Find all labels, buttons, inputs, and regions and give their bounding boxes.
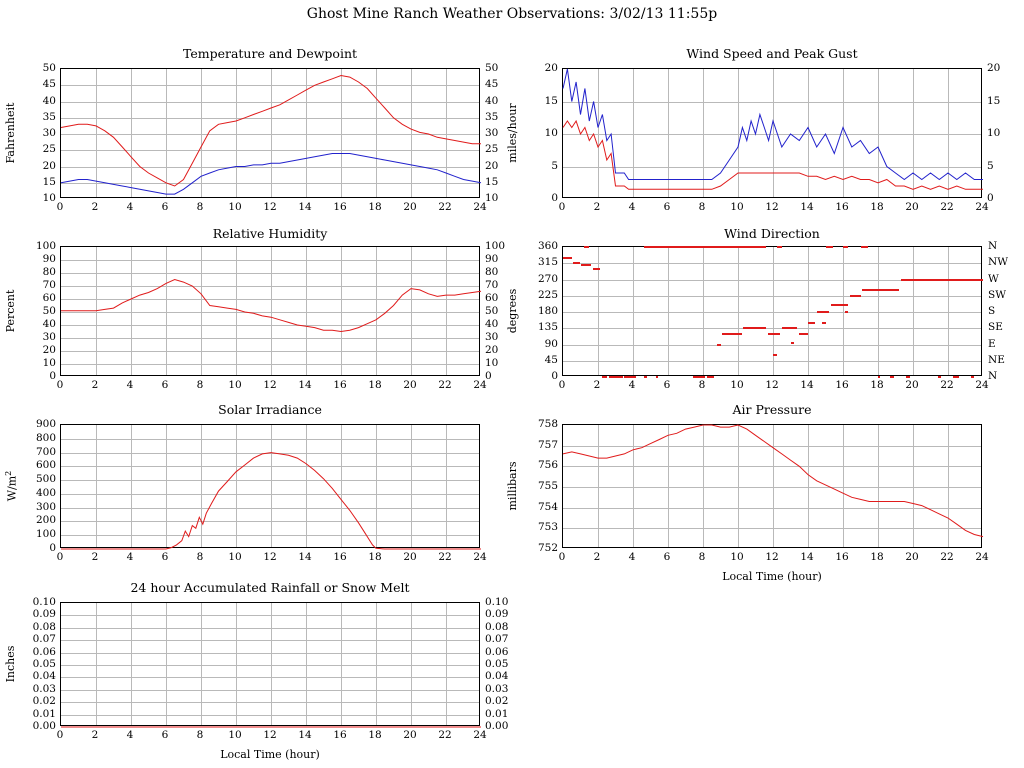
y-tick-label: 0.07 bbox=[32, 633, 56, 646]
y-axis-title-accumulated-rainfall: Inches bbox=[4, 645, 17, 683]
x-tick-label: 4 bbox=[126, 201, 134, 213]
x-tick-label: 22 bbox=[438, 201, 452, 213]
y-tick-label: 755 bbox=[537, 480, 558, 492]
x-tick-label: 8 bbox=[196, 379, 204, 391]
y-tick-label: 135 bbox=[537, 321, 558, 334]
x-tick-label: 2 bbox=[91, 551, 99, 563]
y-tick-label-right: 0.07 bbox=[485, 633, 509, 646]
y-tick-label-right: 80 bbox=[485, 266, 499, 278]
y-tick-label-right: 70 bbox=[485, 279, 499, 291]
compass-tick-label: SW bbox=[988, 288, 1006, 301]
x-tick-label: 16 bbox=[333, 201, 347, 213]
x-tick-label: 16 bbox=[835, 379, 849, 391]
compass-tick-label: N bbox=[988, 240, 998, 252]
y-tick-label-right: 0.06 bbox=[485, 645, 509, 658]
y-tick-label: 0.00 bbox=[32, 720, 56, 732]
y-tick-label: 758 bbox=[537, 418, 558, 430]
x-tick-label: 14 bbox=[298, 201, 312, 213]
y-tick-label-right: 60 bbox=[485, 292, 499, 304]
x-tick-label: 8 bbox=[196, 201, 204, 213]
y-tick-label: 270 bbox=[537, 272, 558, 285]
y-tick-label: 5 bbox=[551, 159, 558, 172]
y-tick-label: 400 bbox=[35, 486, 56, 499]
x-tick-label: 10 bbox=[228, 379, 242, 391]
x-tick-label: 20 bbox=[403, 201, 417, 213]
y-tick-label: 0.08 bbox=[32, 620, 56, 633]
x-axis-title-accumulated-rainfall: Local Time (hour) bbox=[220, 748, 320, 761]
chart-title-wind-direction: Wind Direction bbox=[724, 226, 820, 241]
y-tick-label: 0.05 bbox=[32, 658, 56, 670]
x-tick-label: 14 bbox=[800, 551, 814, 563]
y-tick-label: 0.02 bbox=[32, 695, 56, 708]
x-tick-label: 6 bbox=[161, 379, 169, 391]
x-tick-label: 2 bbox=[593, 201, 601, 213]
x-tick-label: 12 bbox=[765, 551, 779, 563]
y-tick-label: 10 bbox=[544, 127, 558, 139]
y-tick-label-right: 100 bbox=[485, 240, 506, 252]
x-tick-label: 2 bbox=[91, 729, 99, 741]
y-tick-label: 180 bbox=[537, 305, 558, 317]
y-tick-label-right: 90 bbox=[485, 253, 499, 265]
y-tick-label-right: 40 bbox=[485, 94, 499, 107]
y-tick-label: 500 bbox=[35, 473, 56, 486]
y-tick-label-right: 30 bbox=[485, 127, 499, 139]
x-tick-label: 24 bbox=[473, 729, 487, 741]
x-tick-label: 18 bbox=[870, 201, 884, 213]
page-title: Ghost Mine Ranch Weather Observations: 3/02/13 11:55p bbox=[306, 6, 718, 22]
y-tick-label: 100 bbox=[35, 240, 56, 252]
y-tick-label: 0 bbox=[49, 370, 56, 382]
y-tick-label: 0.03 bbox=[32, 682, 56, 695]
x-tick-label: 0 bbox=[56, 551, 64, 563]
y-tick-label: 0 bbox=[551, 192, 558, 204]
y-tick-label-right: 0.03 bbox=[485, 682, 509, 695]
y-tick-label: 0.06 bbox=[32, 645, 56, 658]
x-tick-label: 16 bbox=[333, 551, 347, 563]
y-tick-label-right: 30 bbox=[485, 331, 499, 343]
chart-title-air-pressure: Air Pressure bbox=[732, 402, 812, 417]
y-tick-label: 45 bbox=[544, 353, 558, 366]
x-tick-label: 22 bbox=[438, 551, 452, 563]
x-tick-label: 12 bbox=[263, 551, 277, 563]
y-tick-label-right: 20 bbox=[485, 159, 499, 172]
x-tick-label: 2 bbox=[593, 551, 601, 563]
y-tick-label-right: 50 bbox=[485, 62, 499, 74]
x-tick-label: 14 bbox=[298, 379, 312, 391]
x-tick-label: 20 bbox=[905, 201, 919, 213]
x-tick-label: 4 bbox=[126, 379, 134, 391]
y-tick-label-right: 50 bbox=[485, 305, 499, 317]
x-tick-label: 22 bbox=[940, 379, 954, 391]
y-tick-label-right: 40 bbox=[485, 318, 499, 330]
y-tick-label: 600 bbox=[35, 459, 56, 472]
x-tick-label: 2 bbox=[91, 201, 99, 213]
y-tick-label-right: 10 bbox=[987, 127, 1001, 139]
y-tick-label: 754 bbox=[537, 500, 558, 513]
x-tick-label: 12 bbox=[263, 729, 277, 741]
x-tick-label: 12 bbox=[263, 201, 277, 213]
chart-title-relative-humidity: Relative Humidity bbox=[212, 226, 328, 241]
x-tick-label: 10 bbox=[730, 551, 744, 563]
x-tick-label: 24 bbox=[473, 379, 487, 391]
y-tick-label: 20 bbox=[42, 159, 56, 172]
y-tick-label-right: 0 bbox=[987, 192, 994, 204]
x-tick-label: 8 bbox=[698, 379, 706, 391]
y-tick-label: 700 bbox=[35, 445, 56, 458]
compass-tick-label: N bbox=[988, 370, 998, 382]
x-tick-label: 6 bbox=[161, 201, 169, 213]
y-tick-label-right: 0.05 bbox=[485, 658, 509, 670]
y-tick-label: 90 bbox=[544, 337, 558, 350]
y-tick-label: 0 bbox=[49, 542, 56, 554]
x-tick-label: 12 bbox=[765, 201, 779, 213]
x-tick-label: 6 bbox=[161, 729, 169, 741]
y-tick-label-right: 0.01 bbox=[485, 707, 509, 720]
y-tick-label-right: 20 bbox=[987, 62, 1001, 74]
x-tick-label: 20 bbox=[403, 379, 417, 391]
y-tick-label-right: 35 bbox=[485, 110, 499, 123]
x-tick-label: 8 bbox=[196, 551, 204, 563]
y-tick-label: 315 bbox=[537, 256, 558, 269]
x-tick-label: 24 bbox=[473, 551, 487, 563]
y-axis-title-wind-direction: degrees bbox=[506, 288, 519, 334]
y-tick-label: 800 bbox=[35, 431, 56, 444]
x-tick-label: 16 bbox=[835, 551, 849, 563]
compass-tick-label: NE bbox=[988, 353, 1005, 366]
x-tick-label: 12 bbox=[263, 379, 277, 391]
x-axis-title-air-pressure: Local Time (hour) bbox=[722, 570, 822, 583]
x-tick-label: 22 bbox=[438, 729, 452, 741]
x-tick-label: 0 bbox=[56, 729, 64, 741]
y-tick-label: 360 bbox=[537, 240, 558, 252]
x-tick-label: 4 bbox=[628, 201, 636, 213]
x-tick-label: 22 bbox=[438, 379, 452, 391]
y-tick-label: 756 bbox=[537, 459, 558, 472]
chart-title-wind-speed-peak-gust: Wind Speed and Peak Gust bbox=[686, 46, 858, 61]
x-tick-label: 6 bbox=[663, 551, 671, 563]
x-tick-label: 6 bbox=[663, 201, 671, 213]
chart-title-accumulated-rainfall: 24 hour Accumulated Rainfall or Snow Melt bbox=[130, 580, 410, 595]
y-tick-label-right: 0.09 bbox=[485, 608, 509, 621]
y-tick-label: 25 bbox=[42, 143, 56, 156]
x-tick-label: 16 bbox=[333, 379, 347, 391]
x-tick-label: 18 bbox=[368, 379, 382, 391]
y-tick-label: 90 bbox=[42, 253, 56, 265]
y-tick-label: 757 bbox=[537, 438, 558, 451]
y-axis-title-text: W/m bbox=[5, 475, 19, 502]
y-tick-label: 0.09 bbox=[32, 608, 56, 621]
x-tick-label: 12 bbox=[765, 379, 779, 391]
x-tick-label: 14 bbox=[298, 729, 312, 741]
y-tick-label: 0.04 bbox=[32, 670, 56, 683]
x-tick-label: 10 bbox=[730, 201, 744, 213]
y-tick-label: 50 bbox=[42, 305, 56, 317]
x-tick-label: 2 bbox=[593, 379, 601, 391]
x-tick-label: 0 bbox=[558, 379, 566, 391]
x-tick-label: 20 bbox=[403, 729, 417, 741]
x-tick-label: 18 bbox=[870, 379, 884, 391]
x-tick-label: 24 bbox=[975, 551, 989, 563]
compass-tick-label: W bbox=[988, 272, 999, 285]
y-tick-label-right: 10 bbox=[485, 357, 499, 369]
y-tick-label: 30 bbox=[42, 331, 56, 343]
y-tick-label: 10 bbox=[42, 357, 56, 369]
x-tick-label: 4 bbox=[126, 729, 134, 741]
y-tick-label: 20 bbox=[42, 344, 56, 356]
y-tick-label-right: 5 bbox=[987, 159, 994, 172]
x-tick-label: 8 bbox=[698, 551, 706, 563]
x-tick-label: 10 bbox=[228, 551, 242, 563]
y-tick-label-right: 15 bbox=[485, 175, 499, 188]
x-tick-label: 10 bbox=[228, 729, 242, 741]
y-tick-label: 753 bbox=[537, 521, 558, 534]
y-tick-label: 50 bbox=[42, 62, 56, 74]
y-tick-label: 0.10 bbox=[32, 596, 56, 608]
y-tick-label-right: 0.10 bbox=[485, 596, 509, 608]
y-tick-label: 60 bbox=[42, 292, 56, 304]
compass-tick-label: SE bbox=[988, 321, 1003, 334]
y-tick-label-right: 0.04 bbox=[485, 670, 509, 683]
chart-title-solar-irradiance: Solar Irradiance bbox=[218, 402, 322, 417]
x-tick-label: 20 bbox=[403, 551, 417, 563]
y-tick-label-right: 45 bbox=[485, 78, 499, 91]
chart-title-temperature-dewpoint: Temperature and Dewpoint bbox=[182, 46, 358, 61]
y-tick-label-right: 20 bbox=[485, 344, 499, 356]
x-tick-label: 0 bbox=[558, 201, 566, 213]
x-tick-label: 4 bbox=[628, 379, 636, 391]
x-tick-label: 24 bbox=[473, 201, 487, 213]
x-tick-label: 4 bbox=[628, 551, 636, 563]
y-axis-title-relative-humidity: Percent bbox=[4, 289, 17, 333]
compass-tick-label: E bbox=[988, 337, 996, 350]
y-tick-label-right: 0.02 bbox=[485, 695, 509, 708]
y-axis-title-air-pressure: millibars bbox=[506, 461, 519, 511]
y-tick-label: 300 bbox=[35, 500, 56, 513]
y-tick-label: 15 bbox=[42, 175, 56, 188]
y-tick-label: 100 bbox=[35, 528, 56, 541]
x-tick-label: 10 bbox=[228, 201, 242, 213]
x-tick-label: 14 bbox=[800, 379, 814, 391]
x-tick-label: 6 bbox=[161, 551, 169, 563]
y-tick-label-right: 25 bbox=[485, 143, 499, 156]
x-tick-label: 14 bbox=[298, 551, 312, 563]
y-tick-label: 30 bbox=[42, 127, 56, 139]
x-tick-label: 18 bbox=[368, 729, 382, 741]
x-tick-label: 22 bbox=[940, 551, 954, 563]
y-axis-title-exponent: 2 bbox=[4, 470, 13, 476]
y-tick-label: 0 bbox=[551, 370, 558, 382]
y-tick-label: 225 bbox=[537, 288, 558, 301]
y-axis-title-wind-speed-peak-gust: miles/hour bbox=[506, 103, 519, 163]
x-tick-label: 14 bbox=[800, 201, 814, 213]
series-layer-accumulated-rainfall bbox=[61, 603, 481, 727]
x-tick-label: 24 bbox=[975, 379, 989, 391]
x-tick-label: 8 bbox=[698, 201, 706, 213]
x-tick-label: 20 bbox=[905, 551, 919, 563]
y-tick-label: 40 bbox=[42, 318, 56, 330]
x-tick-label: 8 bbox=[196, 729, 204, 741]
y-tick-label: 35 bbox=[42, 110, 56, 123]
x-tick-label: 16 bbox=[333, 729, 347, 741]
x-tick-label: 0 bbox=[56, 379, 64, 391]
y-tick-label: 15 bbox=[544, 94, 558, 107]
x-tick-label: 10 bbox=[730, 379, 744, 391]
x-tick-label: 22 bbox=[940, 201, 954, 213]
x-tick-label: 0 bbox=[558, 551, 566, 563]
x-tick-label: 18 bbox=[870, 551, 884, 563]
x-tick-label: 16 bbox=[835, 201, 849, 213]
y-tick-label-right: 0.08 bbox=[485, 620, 509, 633]
y-tick-label: 20 bbox=[544, 62, 558, 74]
y-tick-label-right: 10 bbox=[485, 192, 499, 204]
x-tick-label: 0 bbox=[56, 201, 64, 213]
y-tick-label-right: 15 bbox=[987, 94, 1001, 107]
x-tick-label: 20 bbox=[905, 379, 919, 391]
x-tick-label: 2 bbox=[91, 379, 99, 391]
compass-tick-label: NW bbox=[988, 256, 1008, 269]
x-tick-label: 6 bbox=[663, 379, 671, 391]
y-tick-label: 45 bbox=[42, 78, 56, 91]
x-tick-label: 18 bbox=[368, 201, 382, 213]
x-tick-label: 18 bbox=[368, 551, 382, 563]
y-tick-label: 752 bbox=[537, 542, 558, 554]
y-tick-label: 40 bbox=[42, 94, 56, 107]
compass-tick-label: S bbox=[988, 305, 996, 317]
y-tick-label-right: 0.00 bbox=[485, 720, 509, 732]
y-tick-label: 900 bbox=[35, 418, 56, 430]
y-tick-label: 80 bbox=[42, 266, 56, 278]
y-tick-label: 70 bbox=[42, 279, 56, 291]
y-axis-title-temperature-dewpoint: Fahrenheit bbox=[4, 102, 17, 164]
x-tick-label: 4 bbox=[126, 551, 134, 563]
x-tick-label: 24 bbox=[975, 201, 989, 213]
plot-area-accumulated-rainfall bbox=[60, 602, 480, 726]
y-tick-label: 200 bbox=[35, 514, 56, 527]
y-tick-label-right: 0 bbox=[485, 370, 492, 382]
y-tick-label: 0.01 bbox=[32, 707, 56, 720]
y-tick-label: 10 bbox=[42, 192, 56, 204]
